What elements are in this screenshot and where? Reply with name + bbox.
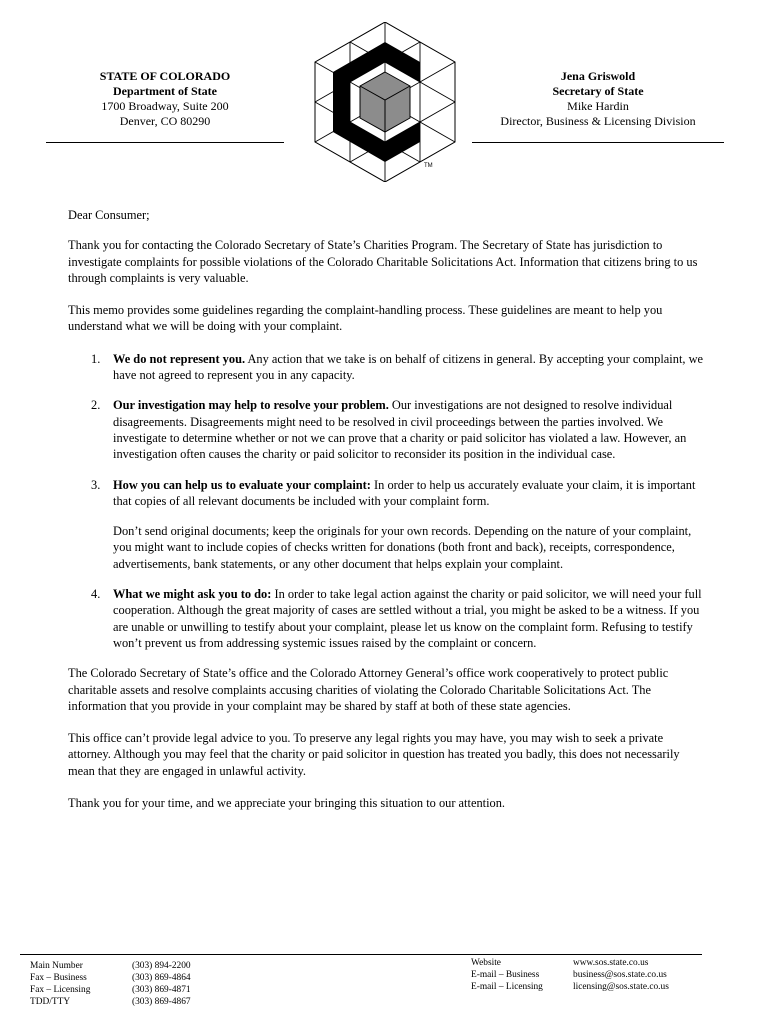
- footer-label: E-mail – Business: [471, 970, 540, 980]
- footer-phone-labels: [30, 960, 90, 1008]
- footer-phone-numbers: [132, 960, 191, 1008]
- legal-advice-paragraph: This office can’t provide legal advice to you. To preserve any legal rights you may have, you may wish to seek a private attorney. Although you may feel that the charity or paid solicitor in question has treated you badly, this does not necessarily mean that they are engaged in unlawful activity.: [68, 731, 680, 778]
- cooperation-paragraph: The Colorado Secretary of State’s office and the Colorado Attorney General’s office work cooperatively to protect public charitable assets and resolve complaints accusing charities of violating the Colorado Charitable Solicitations Act. The information that you provide in your complaint may be shared by staff at both of these state agencies.: [68, 666, 669, 713]
- list-item-number: 4.: [91, 587, 101, 602]
- list-item-number: 1.: [91, 351, 101, 366]
- director-title: Director, Business & Licensing Division: [500, 114, 696, 128]
- list-item-number: 2.: [91, 398, 101, 413]
- list-item-extra-paragraph: Don’t send original documents; keep the originals for your own records. Depending on the nature of your complaint, you might want to include copies of checks written for donations (both front and back), receipts, correspondence, advertisements, bank statements, or any other document that helps explain your complaint.: [113, 524, 692, 571]
- footer-web-values: [573, 957, 669, 993]
- memo-paragraph: This memo provides some guidelines regarding the complaint-handling process. These guidelines are meant to help you understand what we will be doing with your complaint.: [68, 303, 663, 334]
- footer-rule: [20, 954, 702, 955]
- secretary-block: [472, 69, 724, 129]
- guidelines-list: [68, 351, 708, 651]
- footer-label: E-mail – Licensing: [471, 982, 543, 992]
- secretary-title: Secretary of State: [552, 84, 644, 98]
- footer-phone: (303) 869-4867: [132, 997, 191, 1007]
- department-name: Department of State: [113, 84, 217, 98]
- list-item-text: In order to help us accurately evaluate your claim, it is important that copies of all relevant documents be included with your complaint form.: [113, 477, 696, 508]
- list-item-text: In order to take legal action against the charity or paid solicitor, we will need your full cooperation. Although the great majority of cases are settled without a trial, you might be asked to be a witness. If you are unable or unwilling to testify about your complaint, please let us know on the complaint form. Refusing to testify won’t prevent us from addressing systemic issues raised by the complaint or concern.: [113, 587, 702, 650]
- list-item: [68, 477, 708, 572]
- list-item: [68, 586, 708, 651]
- greeting: Dear Consumer;: [68, 208, 150, 222]
- footer-label: Main Number: [30, 961, 83, 971]
- business-email-link[interactable]: business@sos.state.co.us: [573, 970, 667, 980]
- list-item: [68, 351, 708, 384]
- trademark-mark: TM: [424, 163, 433, 169]
- agency-name: STATE OF COLORADO: [99, 69, 231, 83]
- secretary-name: Jena Griswold: [560, 69, 636, 83]
- list-item-text: Any action that we take is on behalf of citizens in general. By accepting your complaint, we have not agreed to represent you in any capacity.: [113, 351, 704, 383]
- list-item-heading: What we might ask you to do:: [113, 587, 272, 602]
- list-item-text: Our investigations are not designed to resolve individual disagreements. Disagreements might need to be resolved in civil proceedings between the parties involved. We investigate to determine whether or not we can prove that a charity or paid solicitor has violated a law. However, an investigation often causes the charity or paid solicitor to reconsider its position in the individual case.: [113, 398, 687, 462]
- website-link[interactable]: www.sos.state.co.us: [573, 958, 649, 968]
- address-line-1: 1700 Broadway, Suite 200: [101, 99, 229, 113]
- footer-phone: (303) 869-4864: [132, 973, 191, 983]
- footer-label: TDD/TTY: [30, 997, 71, 1007]
- footer-web-labels: [471, 957, 543, 993]
- list-item: [68, 397, 708, 462]
- list-item-heading: How you can help us to evaluate your complaint:: [113, 477, 371, 492]
- closing-paragraph: Thank you for your time, and we appreciate your bringing this situation to our attention.: [68, 796, 506, 811]
- list-item-number: 3.: [91, 477, 101, 492]
- address-line-2: Denver, CO 80290: [119, 114, 211, 128]
- letter-body: [68, 207, 708, 827]
- intro-paragraph: Thank you for contacting the Colorado Secretary of State’s Charities Program. The Secretary of State has jurisdiction to investigate complaints for possible violations of the Colorado Charitable Solicitations Act. Information that citizens bring to us through complaints is very valuable.: [68, 238, 698, 285]
- list-item-heading: Our investigation may help to resolve your problem.: [113, 398, 389, 413]
- list-item-heading: We do not represent you.: [113, 351, 246, 366]
- footer-label: Fax – Licensing: [30, 985, 91, 995]
- agency-address-block: [46, 69, 284, 129]
- footer-label: Fax – Business: [30, 973, 87, 983]
- footer-phone: (303) 869-4871: [132, 985, 191, 995]
- header-right-rule: [472, 142, 724, 143]
- header-left-rule: [46, 142, 284, 143]
- director-name: Mike Hardin: [567, 99, 629, 113]
- colorado-sos-logo: [305, 22, 465, 182]
- footer-phone: (303) 894-2200: [132, 961, 191, 971]
- licensing-email-link[interactable]: licensing@sos.state.co.us: [573, 982, 669, 992]
- footer-label: Website: [471, 958, 501, 968]
